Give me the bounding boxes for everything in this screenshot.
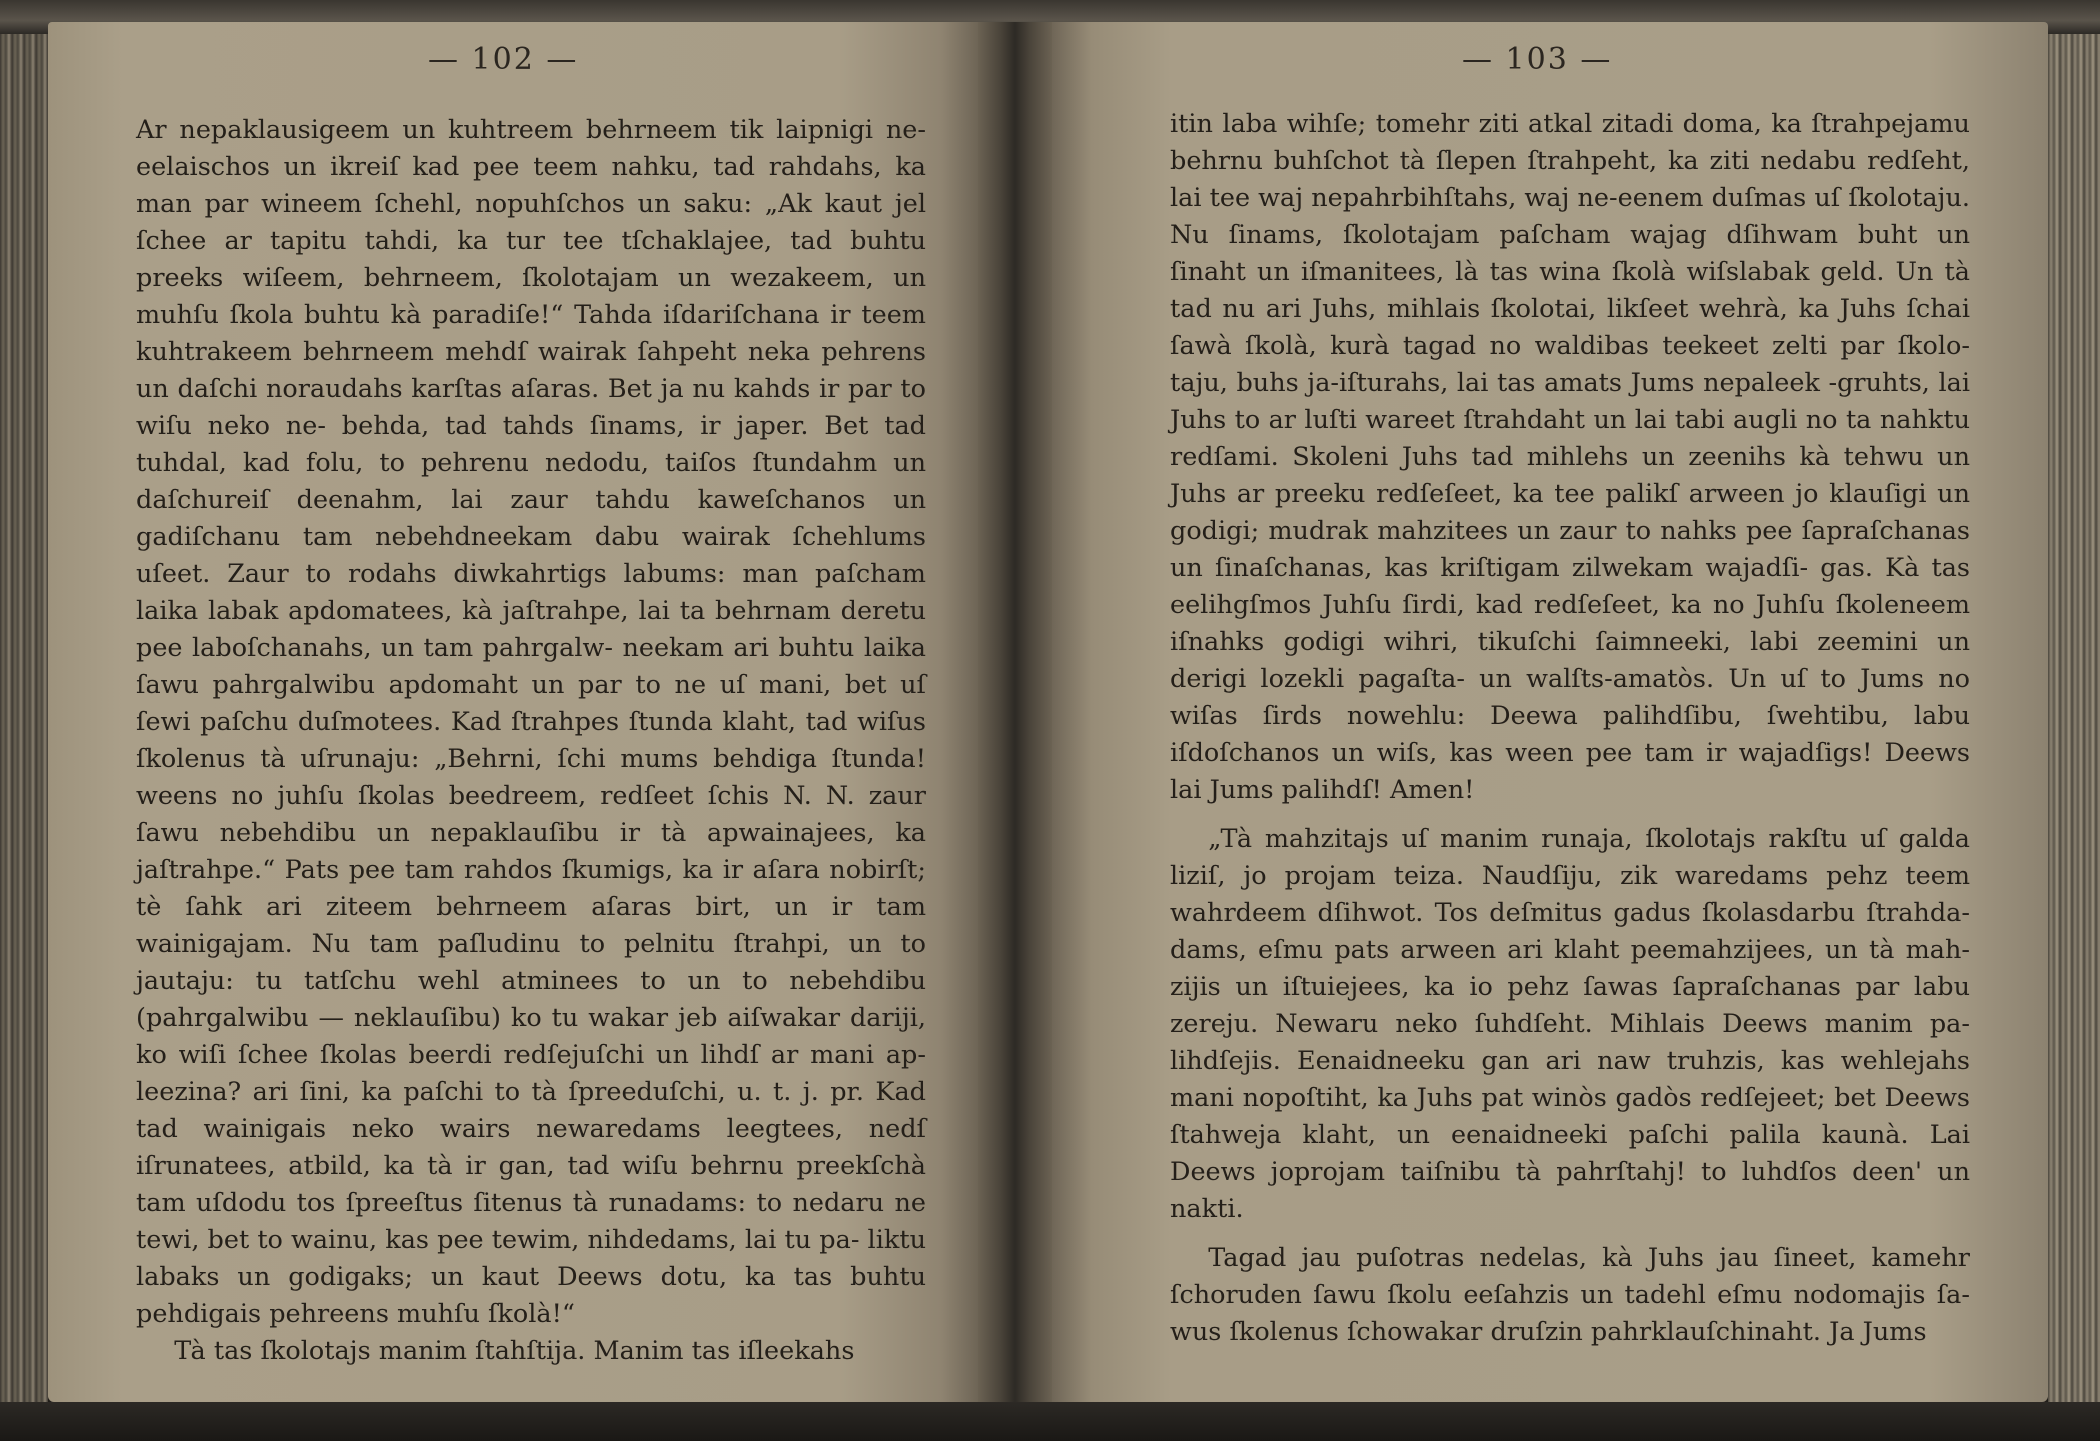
left-page-text (136, 112, 926, 1370)
right-page-number: — 103 — (1462, 42, 1613, 77)
right-page (1052, 22, 2048, 1402)
paragraph: Ar nepaklausigeem un kuhtreem behrneem tik laipnigi ne- eelaischos un ikreiſ kad pee teem nahku, tad rahdahs, ka man par wineem ſchehl, nopuhſchos un saku: „Ak kaut jel ſchee ar tapitu tahdi, ka tur tee tſchaklajee, tad buhtu preeks wiſeem, behrneem, ſkolotajam un wezakeem, un muhſu ſkola buhtu kà paradiſe!“ Tahda iſdariſchana ir teem kuhtrakeem behrneem mehdſ wairak ſahpeht neka pehrens un daſchi noraudahs karſtas aſaras. Bet ja nu kahds ir par to wiſu neko ne- behda, tad tahds ſinams, ir japer. Bet tad tuhdal, kad folu, to pehrenu nedodu, taiſos ſtundahm un daſchureiſ deenahm, lai zaur tahdu kaweſchanos un gadiſchanu tam nebehdneekam dabu wairak ſchehlums uſeet. Zaur to rodahs diwkahrtigs labums: man paſcham laika labak apdomatees, kà jaſtrahpe, lai ta behrnam deretu pee laboſchanahs, un tam pahrgalw- neekam ari buhtu laika ſawu pahrgalwibu apdomaht un par to ne uſ mani, bet uſ ſewi paſchu duſmotees. Kad ſtrahpes ſtunda klaht, tad wiſus ſkolenus tà uſrunaju: „Behrni, ſchi mums behdiga ſtunda! weens no juhſu ſkolas beedreem, redſeet ſchis N. N. zaur ſawu nebehdibu un nepaklauſibu ir tà apwainajees, ka jaſtrahpe.“ Pats pee tam rahdos ſkumigs, ka ir aſara nobirſt; tè ſahk ari ziteem behrneem aſaras birt, un ir tam wainigajam. Nu tam paſludinu to pelnitu ſtrahpi, un to jautaju: tu tatſchu wehl atminees to un to nebehdibu (pahrgalwibu — neklauſibu) ko tu wakar jeb aiſwakar dariji, ko wiſi ſchee ſkolas beerdi redſejuſchi un lihdſ ar mani ap- leezina? ari ſini, ka paſchi to tà ſpreeduſchi, u. t. j. pr. Kad tad wainigais neko wairs newaredams leegtees, nedſ iſrunatees, atbild, ka tà ir gan, tad wiſu behrnu preekſchà tam uſdodu tos ſpreeſtus ſitenus tà runadams: to nedaru ne tewi, bet to wainu, kas pee tewim, nihdedams, lai tu pa- liktu labaks un godigaks; un kaut Deews dotu, ka tas buhtu pehdigais pehreens muhſu ſkolà!“ (136, 115, 926, 1329)
left-page-edges (0, 34, 48, 1404)
paragraph: Tà tas ſkolotajs manim ſtahſtija. Manim tas iſleekahs (174, 1336, 855, 1366)
paragraph: „Tà mahzitajs uſ manim runaja, ſkolotajs rakſtu uſ galda liziſ, jo projam teiza. Naudſiju, zik waredams pehz teem wahrdeem dſihwot. Tos deſmitus gadus ſkolasdarbu ſtrahda- dams, eſmu pats arween ari klaht peemahzijees, un tà mah- zijis un iſtuiejees, ka io pehz ſawas ſapraſchanas par labu zereju. Newaru neko ſuhdſeht. Mihlais Deews manim pa- lihdſejis. Eenaidneeku gan ari naw truhzis, kas wehlejahs mani nopoſtiht, ka Juhs pat winòs gadòs redſejeet; bet Deews ſtahweja klaht, un eenaidneeki paſchi palila kaunà. Lai Deews joprojam taiſnibu tà pahrſtahj! to luhdſos deen' un nakti. (1170, 824, 1970, 1224)
paragraph: Tagad jau puſotras nedelas, kà Juhs jau ſineet, kamehr ſchoruden ſawu ſkolu eeſahzis un tadehl eſmu nodomajis ſa- wus ſkolenus ſchowakar druſzin pahrklauſchinaht. Ja Jums (1170, 1243, 1970, 1347)
left-page-number: — 102 — (428, 42, 579, 77)
paragraph: itin laba wihſe; tomehr ziti atkal zitadi doma, ka ſtrahpejamu behrnu buhſchot tà ſlepen ſtrahpeht, ka ziti nedabu redſeht, lai tee waj nepahrbihſtahs, waj ne-eenem duſmas uſ ſkolotaju. Nu ſinams, ſkolotajam paſcham wajag dſihwam buht un ſinaht un iſmanitees, là tas wina ſkolà wiſslabak geld. Un tà tad nu ari Juhs, mihlais ſkolotai, likſeet wehrà, ka Juhs ſchai ſawà ſkolà, kurà tagad no waldibas teekeet zelti par ſkolo- taju, buhs ja-iſturahs, lai tas amats Jums nepaleek -gruhts, lai Juhs to ar luſti wareet ſtrahdaht un lai tabi augli no ta nahktu redſami. Skoleni Juhs tad mihlehs un zeenihs kà tehwu un Juhs ar preeku redſeſeet, ka tee palikſ arween jo klauſigi un godigi; mudrak mahzitees un zaur to nahks pee ſapraſchanas un ſinaſchanas, kas kriſtigam zilwekam wajadſi- gas. Kà tas eelihgſmos Juhſu ſirdi, kad redſeſeet, ka no Juhſu ſkoleneem iſnahks godigi wihri, tikuſchi ſaimneeki, labi zeemini un derigi lozekli pagaſta- un walſts-amatòs. Un uſ to Jums no wiſas ſirds nowehlu: Deewa palihdſibu, ſwehtibu, labu iſdoſchanos un wiſs, kas ween pee tam ir wajadſigs! Deews lai Jums palihdſ! Amen! (1170, 109, 1970, 805)
book-cover-bottom-edge (0, 1402, 2100, 1441)
right-page-text (1170, 106, 1970, 1351)
book-gutter (978, 22, 1052, 1402)
right-page-edges (2048, 34, 2100, 1404)
left-page (48, 22, 978, 1402)
